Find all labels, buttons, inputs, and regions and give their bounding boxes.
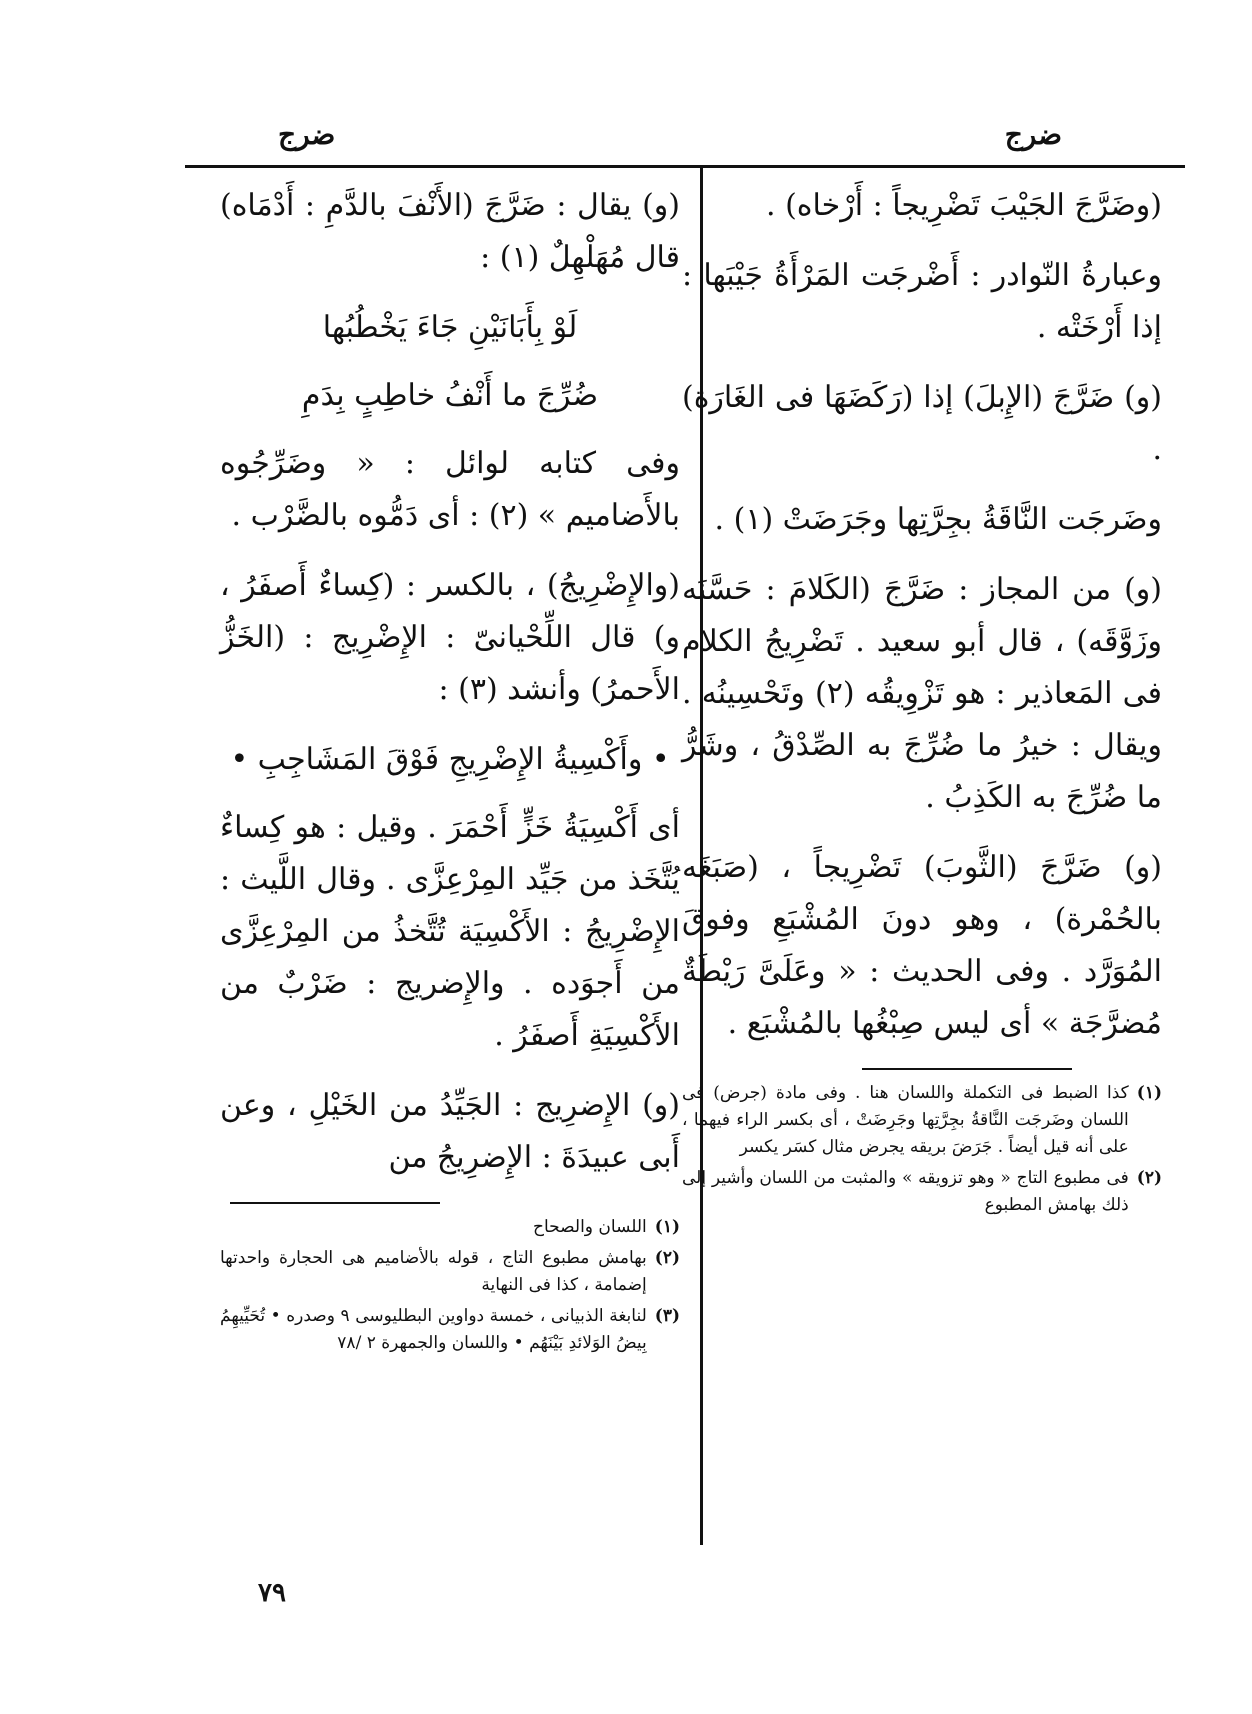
footnote-text: لنابغة الذبيانى ، خمسة دواوين البطليوسى ٩ وصدره • تُحَيِّيهِمُ بِيضُ الوَلائدِ بَيْنَهُم • واللسان والجمهرة ٢ /٧٨ bbox=[220, 1306, 647, 1353]
footnote-number: (٢) bbox=[1136, 1168, 1162, 1188]
footnote bbox=[220, 1245, 680, 1299]
footnote-text: فى مطبوع التاج « وهو تزويقه » والمثبت من اللسان وأشير إلى ذلك بهامش المطبوع bbox=[682, 1168, 1129, 1215]
entry-paragraph: (و) ضَرَّجَ (الإِبلَ) إذا (رَكَضَهَا فى الغَارَة) . bbox=[682, 380, 1162, 467]
entry-paragraph: أى أَكْسِيَةُ خَزٍّ أَحْمَرَ . وقيل : هو كِساءٌ يُتَّخَذ من جَيِّد المِرْعِزَّى . وقال اللَّيث : الإِضْرِيجُ : الأَكْسِيَة تُتَّخذُ من المِرْعِزَّى من أَجوَده . والإِضريج : ضَرْبٌ من الأَكْسِيَةِ أَصفَرُ . bbox=[220, 810, 680, 1053]
entry-paragraph: (و) من المجاز : ضَرَّجَ (الكَلامَ : حَسَّنَه وزَوَّقَه) ، قال أبو سعيد . تَضْرِيجُ الكلام فى المَعاذير : هو تَزْوِيقُه (٢) وتَحْسِينُه . ويقال : خيرُ ما ضُرِّجَ به الصِّدْقُ ، وشَرُّ ما ضُرِّجَ به الكَذِبُ . bbox=[682, 572, 1163, 815]
footnote-rule bbox=[230, 1202, 440, 1204]
entry-paragraph: (والإِضْرِيجُ) ، بالكسر : (كِساءٌ أَصفَرُ ، و) قال اللِّحْيانىّ : الإِضْرِيج : (الخَزُّ الأَحمرُ) وأنشد (٣) : bbox=[220, 568, 680, 707]
entry-paragraph: (و) يقال : ضَرَّجَ (الأَنْفَ بالدَّمِ : أَدْمَاه) قال مُهَلْهِلٌ (١) : bbox=[220, 188, 680, 275]
running-header-left: ضرج bbox=[278, 118, 336, 151]
footnote-text: اللسان والصحاح bbox=[533, 1217, 647, 1237]
footnote-number: (٣) bbox=[654, 1306, 680, 1326]
verse-line: • وأَكْسِيةُ الإِضْرِيجِ فَوْقَ المَشَاجِبِ • bbox=[230, 742, 670, 777]
running-header-right: ضرج bbox=[1004, 118, 1062, 151]
verse-line: ضُرِّجَ ما أَنْفُ خاطِبٍ بِدَمِ bbox=[301, 378, 599, 413]
footnote-number: (١) bbox=[1136, 1083, 1162, 1103]
right-column bbox=[682, 180, 1162, 1223]
verse-line: لَوْ بِأَبَانَيْنِ جَاءَ يَخْطُبُها bbox=[322, 310, 578, 345]
footnote-rule bbox=[862, 1068, 1072, 1070]
page-number: ٧٩ bbox=[258, 1578, 286, 1608]
footnote-number: (١) bbox=[654, 1217, 680, 1237]
footnote-text: بهامش مطبوع التاج ، قوله بالأضاميم هى الحجارة واحدتها إضمامة ، كذا فى النهاية bbox=[220, 1248, 647, 1295]
left-column bbox=[220, 180, 680, 1361]
entry-paragraph: وعبارةُ النّوادر : أَضْرجَت المَرْأَةُ جَيْبَها : إذا أَرْخَتْه . bbox=[682, 258, 1162, 345]
entry-paragraph: وفى كتابه لوائل : « وضَرِّجُوه بالأَضاميم » (٢) : أى دَمُّوه بالضَّرْب . bbox=[220, 446, 680, 533]
entry-paragraph: (وضَرَّجَ الجَيْبَ تَضْرِيجاً : أَرْخاه) . bbox=[766, 188, 1162, 223]
footnote bbox=[682, 1165, 1162, 1219]
footnote bbox=[220, 1303, 680, 1357]
footnote-number: (٢) bbox=[654, 1248, 680, 1268]
footnote bbox=[682, 1080, 1162, 1161]
entry-paragraph: وضَرجَت النَّاقَةُ بجِرَّتِها وجَرَضَتْ (١) . bbox=[714, 502, 1162, 537]
footnote bbox=[220, 1214, 680, 1241]
header-rule bbox=[185, 165, 1185, 168]
footnote-text: كذا الضبط فى التكملة واللسان هنا . وفى مادة (جرض) فى اللسان وضَرجَت النَّاقةُ بجِرَّتِها وجَرِضَتْ ، أى بكسر الراء فيهما ، على أنه قيل أيضاً . جَرَضَ بريقه يجرض مثال كسَر يكسر bbox=[682, 1083, 1129, 1157]
entry-paragraph: (و) الإِضرِيج : الجَيِّدُ من الخَيْلِ ، وعن أَبى عبيدَةَ : الإِضرِيجُ من bbox=[220, 1088, 680, 1175]
entry-paragraph: (و) ضَرَّجَ (الثَّوبَ) تَضْرِيجاً ، (صَبَغَه بالحُمْرة) ، وهو دونَ المُشْبَعِ وفوقَ المُوَرَّد . وفى الحديث : « وعَلَىَّ رَيْطَةٌ مُضرَّجَة » أى ليس صِبْغُها بالمُشْبَع . bbox=[682, 850, 1162, 1041]
